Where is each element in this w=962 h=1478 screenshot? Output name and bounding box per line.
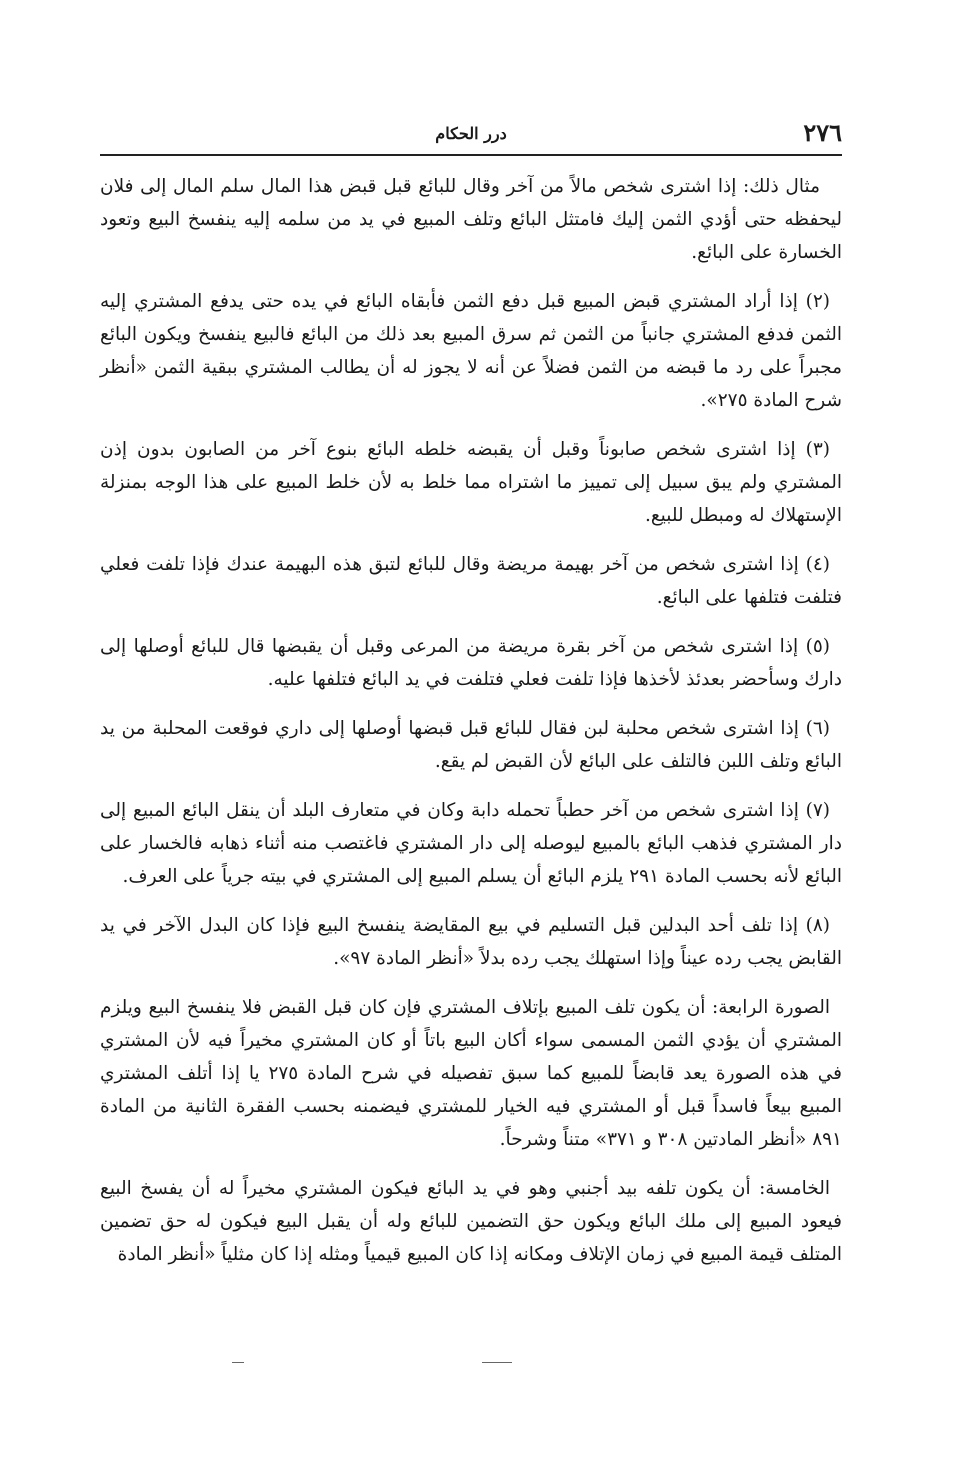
page-bottom-marks (0, 1362, 962, 1372)
paragraph-case-5: (٥) إذا اشترى شخص من آخر بقرة مريضة من المرعى وقبل أن يقبضها قال للبائع أوصلها إلى دارك وسأحضر بعدئذ لأخذها فإذا تلفت فعلي فتلفت في يد البائع فتلفها عليه. (100, 636, 842, 690)
running-title: درر الحكام (435, 124, 507, 143)
paragraph-case-3: (٣) إذا اشترى شخص صابوناً وقبل أن يقبضه خلطه البائع بنوع آخر من الصابون بدون إذن المشتري ولم يبق سبيل إلى تمييز ما اشتراه مما خلط به لأن خلط المبيع على هذا الوجه بمنزلة الإستهلاك له ومبطل للبيع. (100, 439, 842, 526)
bottom-mark-center (482, 1362, 512, 1363)
paragraph-fourth-form: الصورة الرابعة: أن يكون تلف المبيع بإتلاف المشتري فإن كان قبل القبض فلا ينفسخ البيع ويلزم المشتري أن يؤدي الثمن المسمى سواء أكان البيع باتاً أو كان المشتري مخيراً فيه لأن المشتري في هذه الصورة يعد قابضاً للمبيع كما سبق تفصيله في شرح المادة ٢٧٥ يا إذا أتلف المشتري المبيع بيعاً فاسداً قبل أو المشتري فيه الخيار للمشتري فيضمنه بحسب الفقرة الثانية من المادة ٨٩١ «أنظر المادتين ٣٠٨ و ٣٧١» متناً وشرحاً. (100, 997, 842, 1150)
bottom-mark-left (232, 1362, 244, 1363)
paragraph-example: مثال ذلك: إذا اشترى شخص مالاً من آخر وقال للبائع قبل قبض هذا المال سلم المال إلى فلان ليحفظه حتى أؤدي الثمن إليك فامتثل البائع وتلف المبيع في يد من سلمه إليه ينفسخ البيع وتعود الخسارة على البائع. (100, 176, 842, 263)
paragraph-case-6: (٦) إذا اشترى شخص محلبة لبن فقال للبائع قبل قبضها أوصلها إلى داري فوقعت المحلبة من يد البائع وتلف اللبن فالتلف على البائع لأن القبض لم يقع. (100, 718, 842, 772)
body-text (100, 170, 842, 1285)
page-number: ٢٧٦ (803, 118, 842, 147)
paragraph-fifth-form: الخامسة: أن يكون تلفه بيد أجنبي وهو في يد البائع فيكون المشتري مخيراً له أن يفسخ البيع فيعود المبيع إلى ملك البائع ويكون حق التضمين للبائع وله أن يقبل البيع فيكون له حق تضمين المتلف قيمة المبيع في زمان الإتلاف ومكانه إذا كان المبيع قيمياً ومثله إذا كان مثلياً «أنظر المادة (100, 1178, 842, 1265)
paragraph-case-2: (٢) إذا أراد المشتري قبض المبيع قبل دفع الثمن فأبقاه البائع في يده حتى يدفع المشتري إليه الثمن فدفع المشتري جانباً من الثمن ثم سرق المبيع بعد ذلك من البائع فالبيع ينفسخ ويكون البائع مجبراً على رد ما قبضه من الثمن فضلاً عن أنه لا يجوز له أن يطالب المشتري ببقية الثمن «أنظر شرح المادة ٢٧٥». (100, 291, 842, 411)
paragraph-case-8: (٨) إذا تلف أحد البدلين قبل التسليم في بيع المقايضة ينفسخ البيع فإذا كان البدل الآخر في يد القابض يجب رده عيناً وإذا استهلك يجب رده بدلاً «أنظر المادة ٩٧». (100, 915, 842, 969)
page-header (100, 118, 842, 156)
paragraph-case-7: (٧) إذا اشترى شخص من آخر حطباً تحمله دابة وكان في متعارف البلد أن ينقل البائع المبيع إلى دار المشتري فذهب البائع بالمبيع ليوصله إلى دار المشتري فاغتصب منه أثناء ذهابه فالخسار على البائع لأنه بحسب المادة ٢٩١ يلزم البائع أن يسلم المبيع إلى المشتري في بيته جرياً على العرف. (100, 800, 842, 887)
paragraph-case-4: (٤) إذا اشترى شخص من آخر بهيمة مريضة وقال للبائع لتبق هذه البهيمة عندك فإذا تلفت فعلي فتلفت فتلفها على البائع. (100, 554, 842, 608)
